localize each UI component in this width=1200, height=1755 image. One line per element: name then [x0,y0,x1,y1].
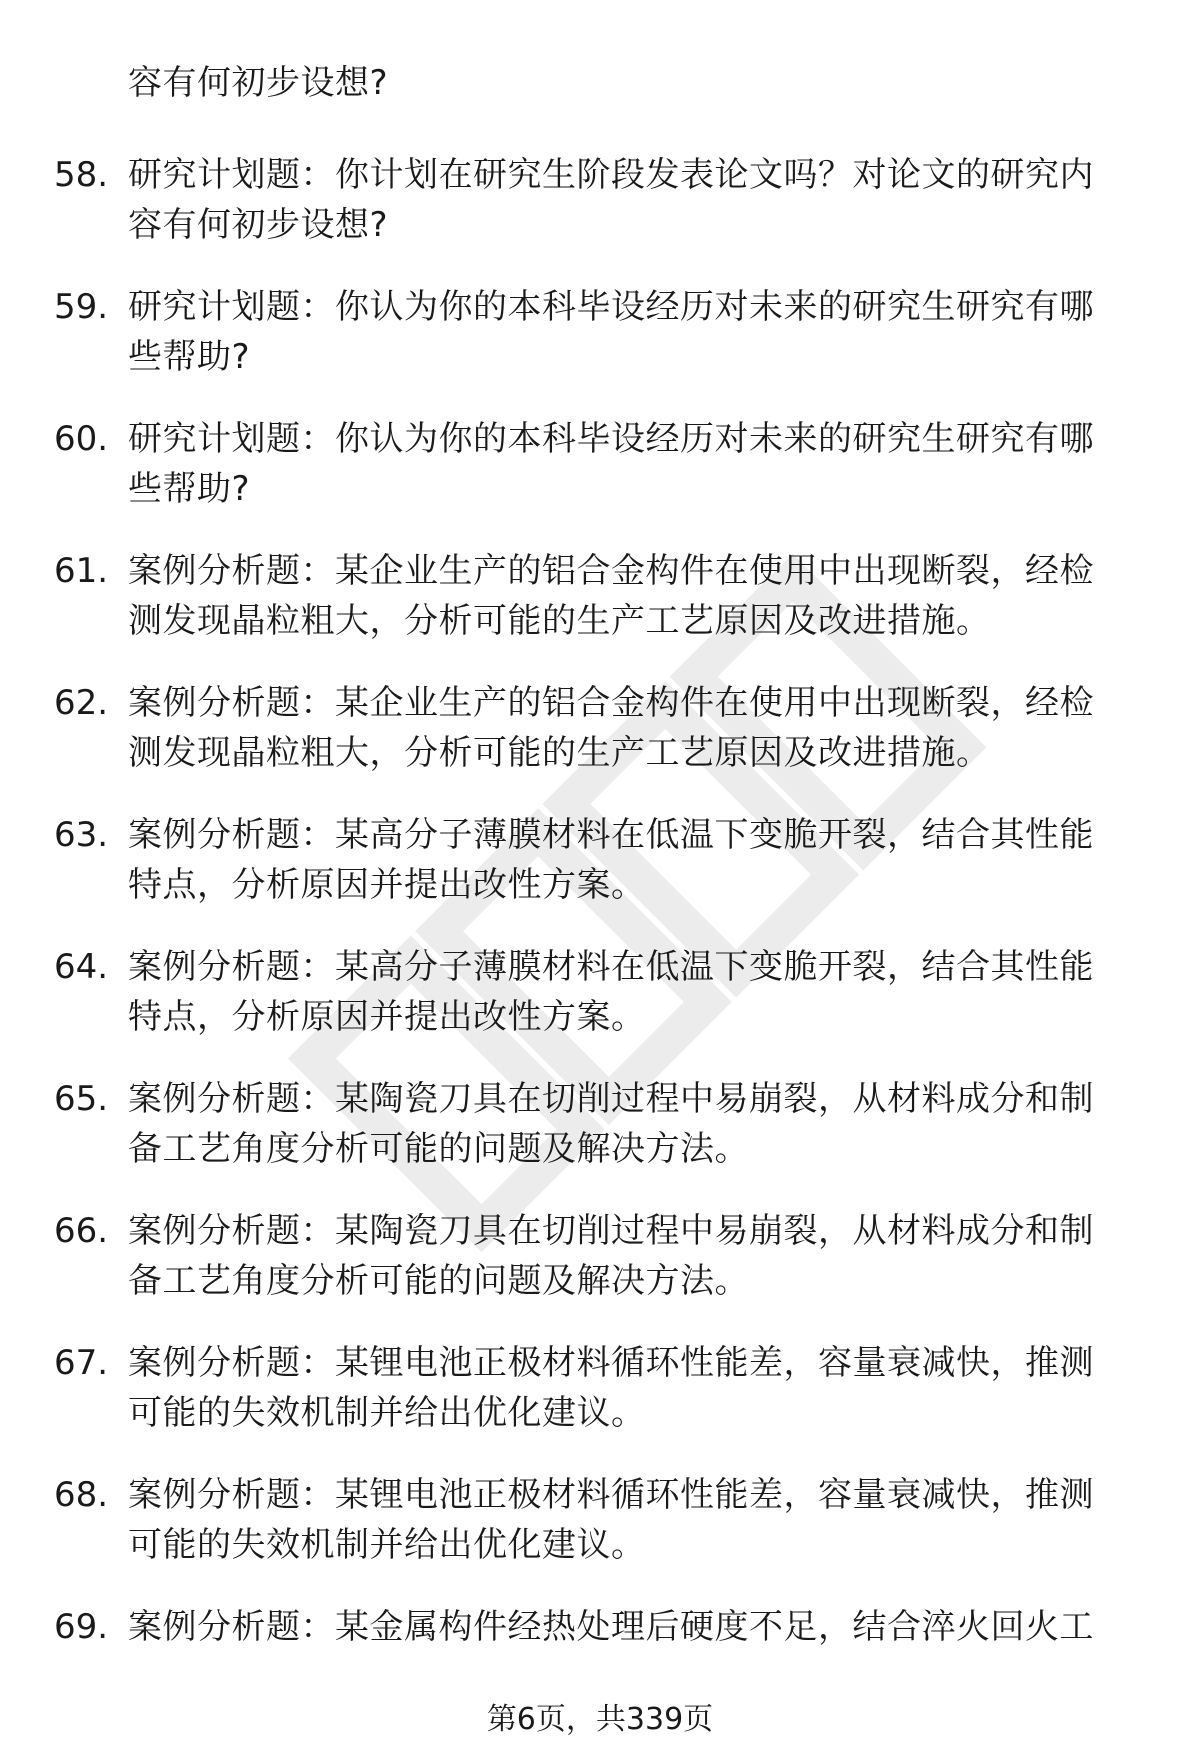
question-text-line: 案例分析题：某陶瓷刀具在切削过程中易崩裂，从材料成分和制 [128,1211,1094,1251]
question-text-line: 案例分析题：某企业生产的铝合金构件在使用中出现断裂，经检 [128,683,1094,723]
question-text [128,546,1148,646]
list-item [0,414,1200,546]
question-number: 61. [54,551,109,591]
list-item [0,546,1200,678]
question-number: 65. [54,1079,109,1119]
question-text-line: 备工艺角度分析可能的问题及解决方法。 [128,1261,749,1301]
question-text-line: 特点，分析原因并提出改性方案。 [128,865,646,905]
question-list [0,150,1200,1734]
question-text-line: 可能的失效机制并给出优化建议。 [128,1393,646,1433]
question-number: 60. [54,419,109,459]
question-text-line: 案例分析题：某高分子薄膜材料在低温下变脆开裂，结合其性能 [128,815,1094,855]
question-number: 68. [54,1475,109,1515]
question-text-line: 些帮助? [128,337,251,377]
question-text [128,414,1148,514]
question-text-line: 案例分析题：某金属构件经热处理后硬度不足，结合淬火回火工 [128,1607,1094,1647]
question-text-line: 研究计划题：你计划在研究生阶段发表论文吗？对论文的研究内 [128,155,1094,195]
list-item [0,282,1200,414]
question-text-line: 案例分析题：某企业生产的铝合金构件在使用中出现断裂，经检 [128,551,1094,591]
question-text-line: 测发现晶粒粗大，分析可能的生产工艺原因及改进措施。 [128,601,991,641]
list-item [0,810,1200,942]
question-text-line: 案例分析题：某陶瓷刀具在切削过程中易崩裂，从材料成分和制 [128,1079,1094,1119]
question-number: 62. [54,683,109,723]
question-text-line: 案例分析题：某高分子薄膜材料在低温下变脆开裂，结合其性能 [128,947,1094,987]
question-text [128,1470,1148,1570]
question-number: 66. [54,1211,109,1251]
question-text-line: 容有何初步设想? [128,205,389,245]
question-number: 63. [54,815,109,855]
question-number: 59. [54,287,109,327]
previous-question-continuation: 容有何初步设想? [128,63,389,103]
page-footer: 第6页，共339页 [486,1702,714,1737]
question-text-line: 案例分析题：某锂电池正极材料循环性能差，容量衰减快，推测 [128,1343,1094,1383]
question-text-line: 案例分析题：某锂电池正极材料循环性能差，容量衰减快，推测 [128,1475,1094,1515]
question-number: 58. [54,155,109,195]
list-item [0,942,1200,1074]
question-text [128,1602,1148,1652]
question-text-line: 可能的失效机制并给出优化建议。 [128,1525,646,1565]
question-text-line: 特点，分析原因并提出改性方案。 [128,997,646,1037]
list-item [0,1074,1200,1206]
list-item [0,1338,1200,1470]
question-text [128,1338,1148,1438]
question-number: 69. [54,1607,109,1647]
question-text [128,678,1148,778]
question-number: 64. [54,947,109,987]
question-text-line: 备工艺角度分析可能的问题及解决方法。 [128,1129,749,1169]
list-item [0,678,1200,810]
question-text-line: 研究计划题：你认为你的本科毕设经历对未来的研究生研究有哪 [128,287,1094,327]
list-item [0,150,1200,282]
question-text [128,1074,1148,1174]
question-text [128,150,1148,250]
question-text-line: 研究计划题：你认为你的本科毕设经历对未来的研究生研究有哪 [128,419,1094,459]
question-text [128,282,1148,382]
list-item [0,1470,1200,1602]
question-number: 67. [54,1343,109,1383]
question-text-line: 测发现晶粒粗大，分析可能的生产工艺原因及改进措施。 [128,733,991,773]
list-item [0,1206,1200,1338]
question-text [128,810,1148,910]
question-text [128,942,1148,1042]
question-text [128,1206,1148,1306]
question-text-line: 些帮助? [128,469,251,509]
